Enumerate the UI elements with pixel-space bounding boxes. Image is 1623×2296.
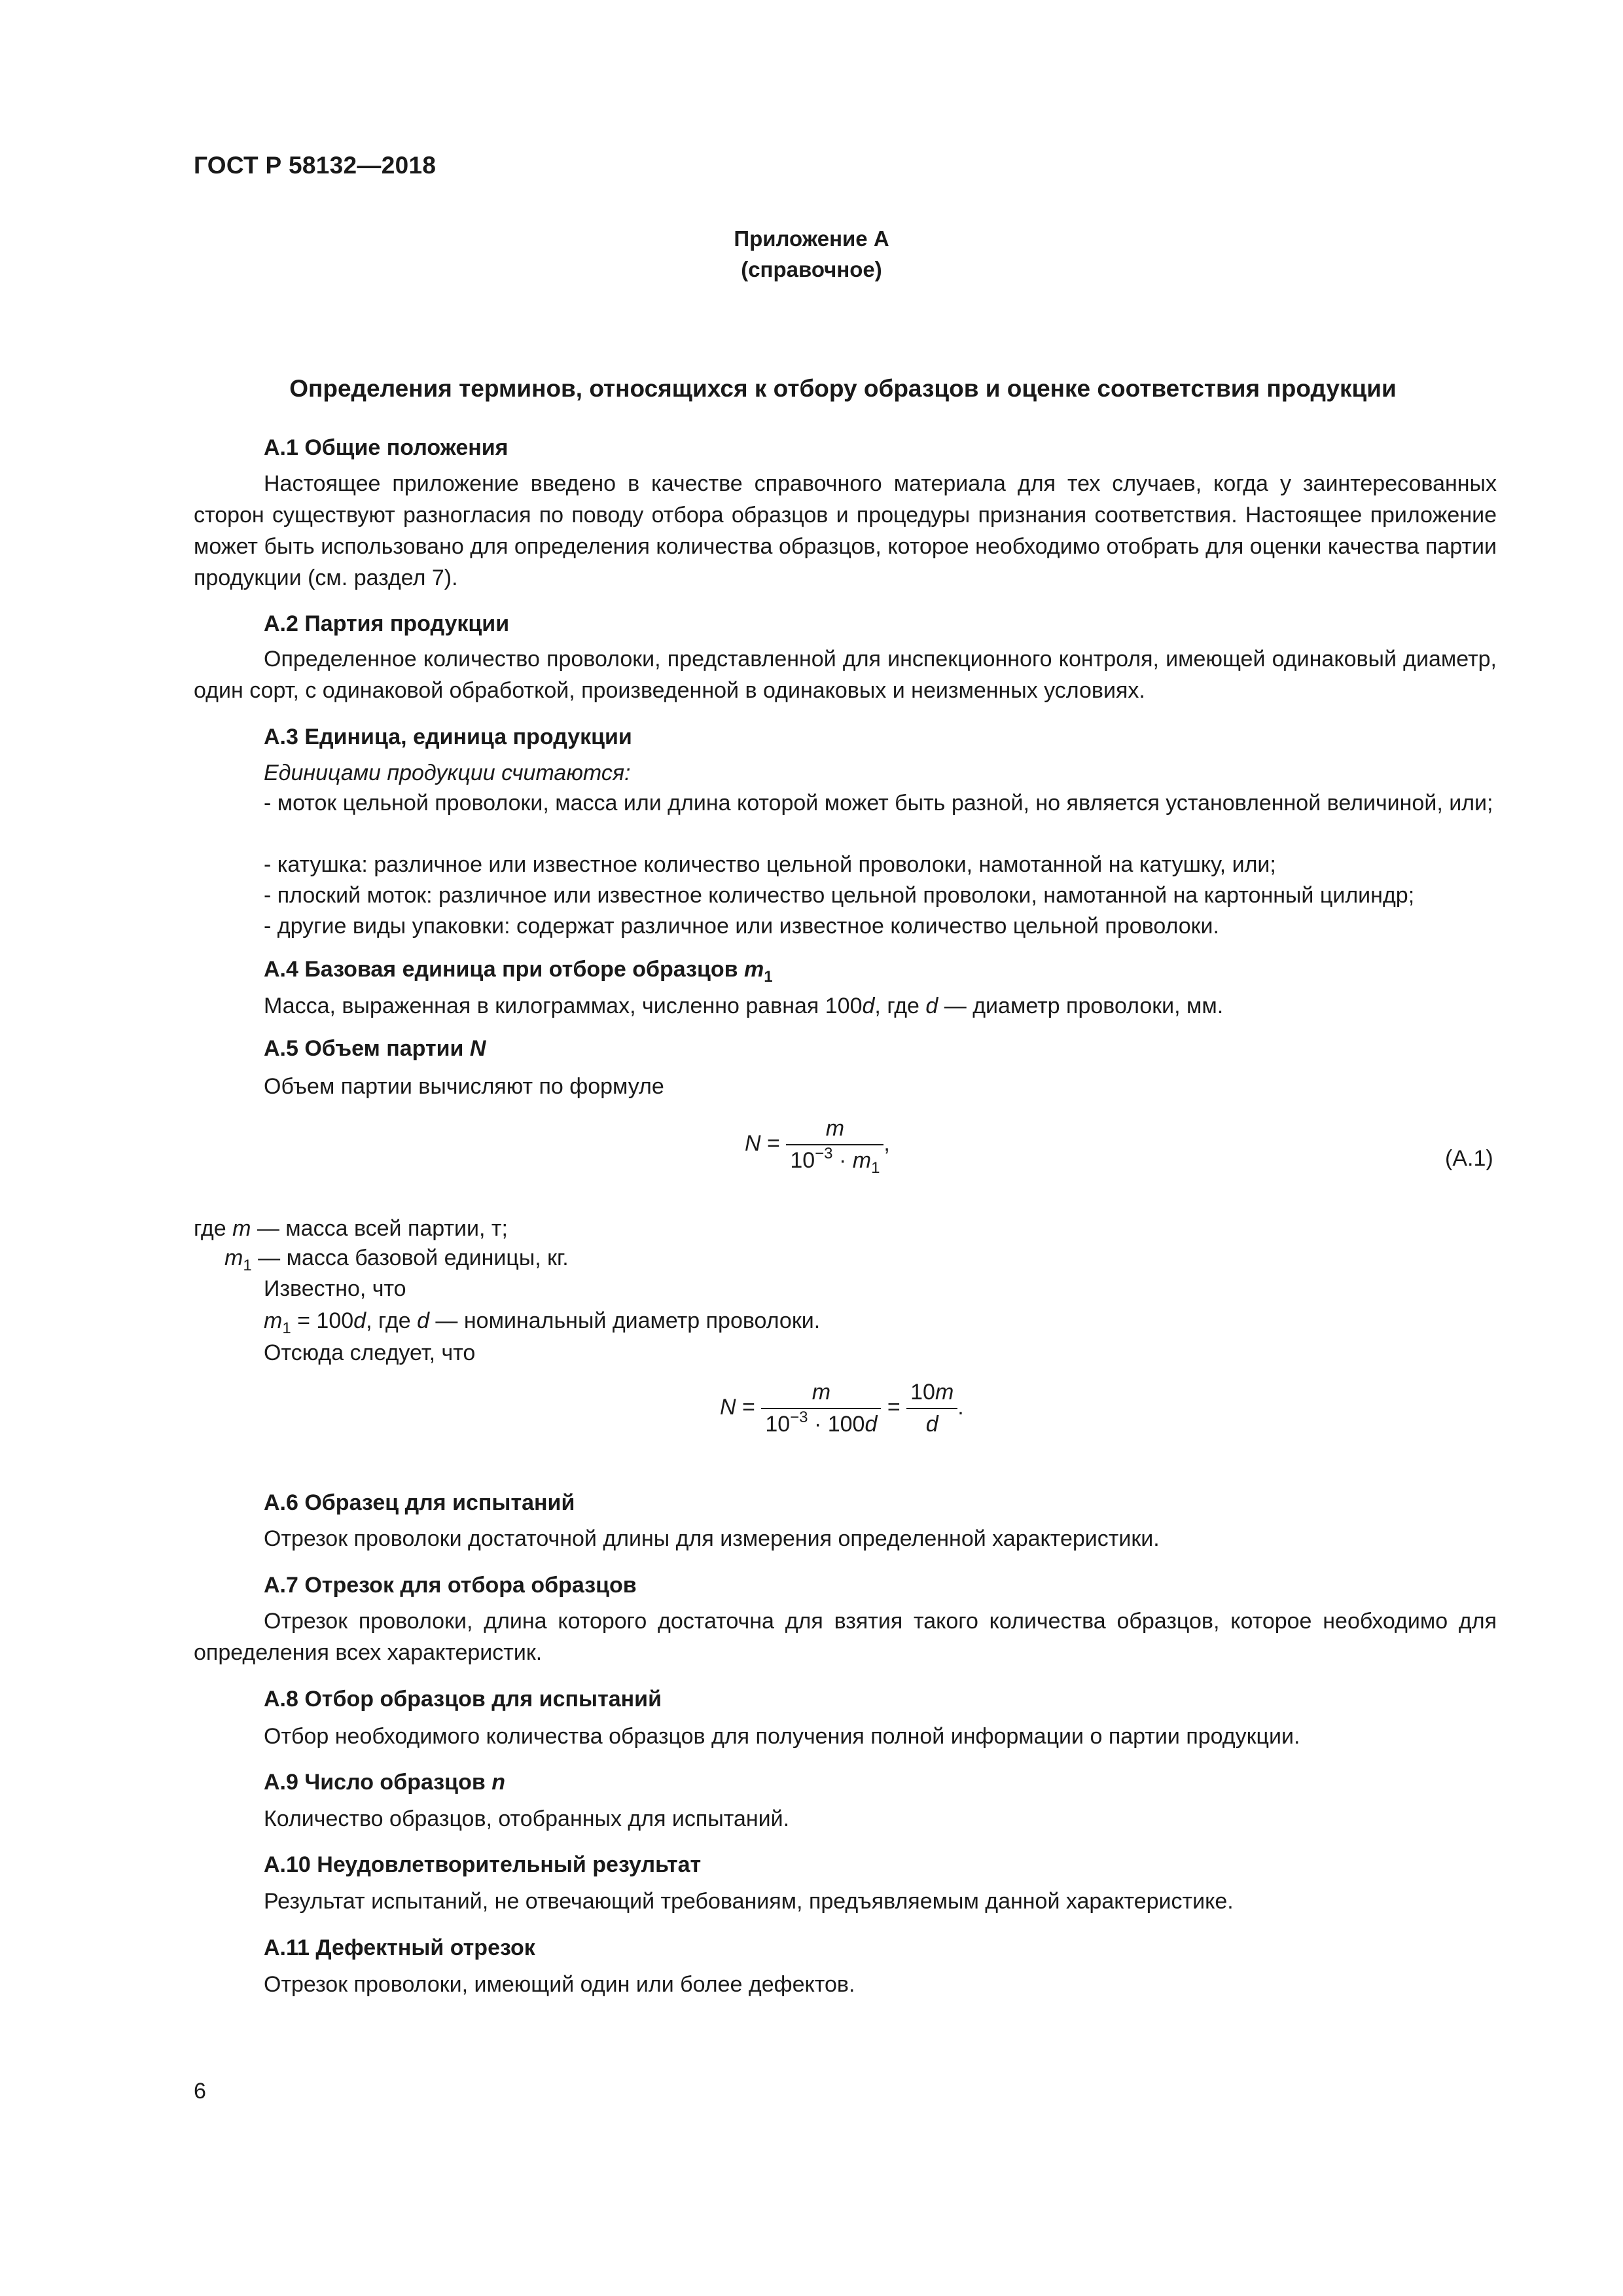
section-a4-text-b: , где <box>874 994 926 1018</box>
appendix-label: Приложение А <box>734 226 889 251</box>
section-a9-text: Количество образцов, отобранных для испытаний. <box>264 1806 790 1831</box>
page-number: 6 <box>194 2079 206 2104</box>
section-a9-heading-text: А.9 Число образцов <box>264 1770 486 1795</box>
section-a10-text: Результат испытаний, не отвечающий требованиям, предъявляемым данной характеристике. <box>264 1889 1234 1914</box>
section-a3-heading: А.3 Единица, единица продукции <box>264 725 632 749</box>
section-a4-symbol: m <box>744 957 764 982</box>
section-a2-heading: А.2 Партия продукции <box>264 611 510 636</box>
section-a3-item-3: - плоский моток: различное или известное количество цельной проволоки, намотанной на картонный цилиндр; <box>264 883 1415 908</box>
section-a4-text-a: Масса, выраженная в килограммах, численно равная 100 <box>264 994 863 1018</box>
formula-a1-fraction <box>786 1116 883 1177</box>
section-a4-heading <box>264 957 773 986</box>
section-a4-heading-text: А.4 Базовая единица при отборе образцов <box>264 957 738 982</box>
section-a1-heading: А.1 Общие положения <box>264 435 508 460</box>
section-a5-symbol: N <box>469 1036 486 1061</box>
section-a5-heading-text: А.5 Объем партии <box>264 1036 464 1061</box>
document-code: ГОСТ Р 58132—2018 <box>194 152 437 179</box>
section-a7-heading: А.7 Отрезок для отбора образцов <box>264 1573 637 1598</box>
section-a2-text: Определенное количество проволоки, представленной для инспекционного контроля, имеющей одинаковый диаметр, один сорт, с одинаковой обработкой, произведенной в одинаковых и неизменных условиях. <box>194 647 1497 703</box>
section-a9-heading <box>264 1770 505 1795</box>
section-a8-text: Отбор необходимого количества образцов для получения полной информации о партии продукции. <box>264 1724 1300 1749</box>
section-a11-text: Отрезок проволоки, имеющий один или более дефектов. <box>264 1972 855 1997</box>
section-a4-var-d1: d <box>862 994 875 1018</box>
where-m1: $m_1$ — масса базовой единицы, кг. <box>224 1246 569 1274</box>
formula-n-fraction-2: $\frac{10m}{d}$ <box>906 1380 957 1437</box>
formula-a1 <box>745 1116 890 1177</box>
section-a3-item-4: - другие виды упаковки: содержат различное или известное количество цельной проволоки. <box>264 914 1219 939</box>
section-a8-heading: А.8 Отбор образцов для испытаний <box>264 1687 662 1712</box>
section-a3-item-2: - катушка: различное или известное количество цельной проволоки, намотанной на катушку, или; <box>264 852 1276 877</box>
section-a7-text: Отрезок проволоки, длина которого достаточна для взятия такого количества образцов, которое необходимо для определения всех характеристик. <box>194 1609 1497 1665</box>
hence-text: Отсюда следует, что <box>264 1340 476 1365</box>
section-a4-var-d2: d <box>925 994 938 1018</box>
section-a5-heading <box>264 1036 486 1062</box>
formula-n-fraction-1: $\frac{m}{10^{-3} \cdot 100d}$ <box>761 1380 881 1437</box>
formula-n-derived: N = $\frac{m}{10^{-3} \cdot 100d}$ = $\frac{10m}{d}$ . <box>720 1380 964 1437</box>
formula-a1-lhs: N <box>745 1130 761 1156</box>
section-a6-heading: А.6 Образец для испытаний <box>264 1490 575 1515</box>
section-a3-intro: Единицами продукции считаются: <box>264 761 631 785</box>
section-a4-text <box>264 990 1223 1022</box>
section-a3-item-1: - моток цельной проволоки, масса или длина которой может быть разной, но является установленной величиной, или; <box>264 791 1493 816</box>
section-a9-symbol: n <box>491 1770 505 1795</box>
formula-a1-tail: , <box>883 1130 890 1156</box>
formula-a1-denominator: $10^{-3} \cdot m_1$ <box>790 1145 880 1177</box>
section-a5-text: Объем партии вычисляют по формуле <box>264 1074 664 1099</box>
where-m: где m — масса всей партии, т; <box>194 1216 508 1241</box>
formula-a1-numerator: m <box>786 1116 883 1145</box>
section-a10-heading: А.10 Неудовлетворительный результат <box>264 1852 702 1877</box>
section-a1-text: Настоящее приложение введено в качестве справочного материала для тех случаев, когда у заинтересованных сторон существуют разногласия по поводу отбора образцов и процедуры признания соответствия. Настоящее приложение может быть использовано для определения количества образцов, которое необходимо отобрать для оценки качества партии продукции (см. раздел 7). <box>194 471 1497 590</box>
formula-a1-number: (А.1) <box>1445 1146 1493 1171</box>
section-a4-symbol-sub: 1 <box>764 968 773 986</box>
section-a4-text-c: — диаметр проволоки, мм. <box>938 994 1224 1018</box>
section-a11-heading: А.11 Дефектный отрезок <box>264 1935 535 1960</box>
appendix-title: Определения терминов, относящихся к отбору образцов и оценке соответствия продукции <box>289 375 1397 402</box>
appendix-type: (справочное) <box>741 257 882 281</box>
formula-a1-eq: = <box>760 1130 787 1156</box>
known-text: Известно, что <box>264 1276 406 1301</box>
section-a6-text: Отрезок проволоки достаточной длины для измерения определенной характеристики. <box>264 1526 1160 1551</box>
relation-m1: $m_1 = 100d$, где d — номинальный диаметр проволоки. <box>264 1308 821 1337</box>
